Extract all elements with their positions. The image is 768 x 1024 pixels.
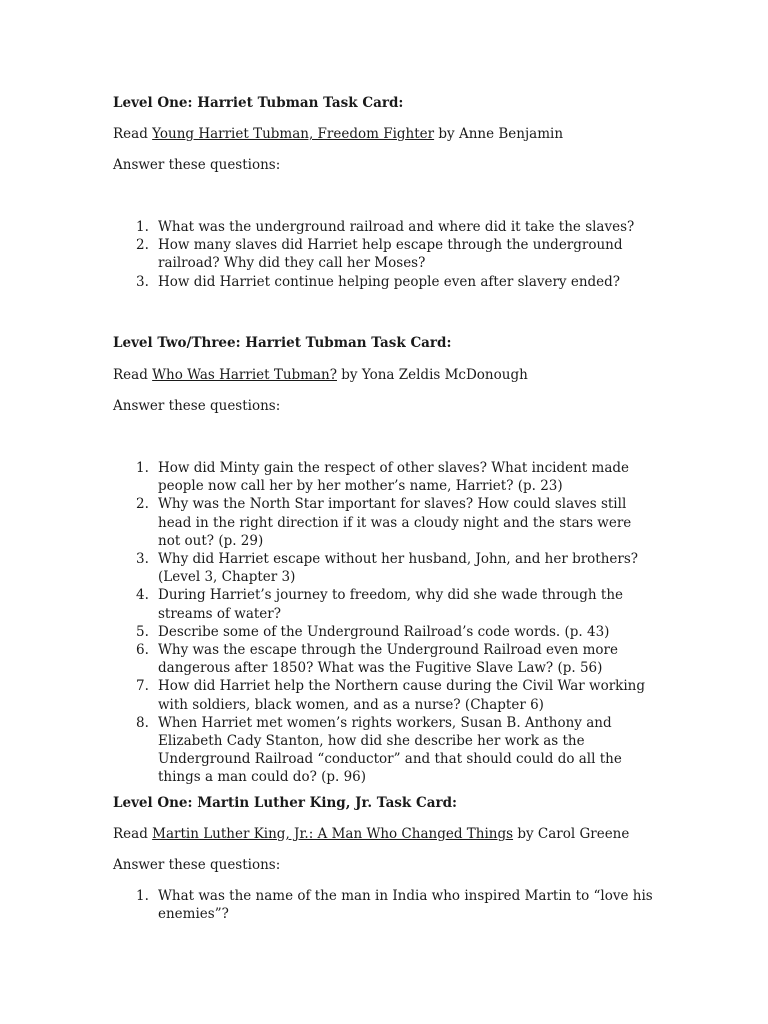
list-item [113,495,653,550]
task-card-mlk-level-one [113,794,673,923]
list-item [113,641,653,677]
reading-assignment [113,366,528,384]
list-item [113,273,653,291]
list-item [113,887,653,923]
book-author: by Yona Zeldis McDonough [336,367,528,383]
question-text: Why was the escape through the Underground Railroad even more dangerous after 1850? What was the Fugitive Slave Law? (p. 56) [158,642,618,677]
answer-prompt: Answer these questions: [113,157,281,173]
list-item [113,586,653,622]
question-text: When Harriet met women’s rights workers, Susan B. Anthony and Elizabeth Cady Stanton, how did she describe her work as the Underground Railroad “conductor” and that should could do all the things a man could do? (p. 96) [158,714,622,786]
question-number: 5. [136,623,149,640]
list-item [113,550,653,586]
question-number: 6. [136,642,149,659]
book-title: Who Was Harriet Tubman? [152,367,337,383]
list-item [113,623,653,641]
answer-prompt: Answer these questions: [113,398,281,414]
question-list [113,218,653,291]
question-text: How did Minty gain the respect of other slaves? What incident made people now call her by her mother’s name, Harriet? (p. 23) [158,460,630,495]
book-title: Young Harriet Tubman, Freedom Fighter [152,126,435,142]
book-title: Martin Luther King, Jr.: A Man Who Changed Things [152,826,514,842]
card-title: Level One: Martin Luther King, Jr. Task Card: [113,795,457,811]
question-number: 3. [136,551,149,568]
book-author: by Anne Benjamin [434,126,564,142]
list-item [113,677,653,713]
card-title: Level One: Harriet Tubman Task Card: [113,95,404,111]
question-number: 8. [136,714,149,731]
question-number: 2. [136,237,149,254]
question-text: How did Harriet continue helping people even after slavery ended? [158,273,621,290]
question-number: 2. [136,496,149,513]
question-text: Why did Harriet escape without her husband, John, and her brothers? (Level 3, Chapter 3) [158,551,639,586]
question-text: Describe some of the Underground Railroad’s code words. (p. 43) [158,623,610,640]
list-item [113,714,653,787]
reading-assignment [113,125,563,143]
question-text: How many slaves did Harriet help escape through the underground railroad? Why did they call her Moses? [158,237,623,272]
list-item [113,459,653,495]
question-number: 3. [136,273,149,290]
answer-prompt: Answer these questions: [113,857,281,873]
question-number: 1. [136,888,149,904]
question-number: 7. [136,678,149,695]
list-item [113,236,653,272]
question-number: 1. [136,219,149,235]
question-number: 4. [136,587,149,604]
question-text: What was the underground railroad and where did it take the slaves? [158,219,635,235]
task-card-harriet-level-one [113,94,673,290]
reading-assignment [113,825,629,843]
read-prefix: Read [113,126,153,142]
question-number: 1. [136,460,149,476]
question-text: How did Harriet help the Northern cause during the Civil War working with soldiers, black women, and as a nurse? (Chapter 6) [158,678,645,713]
question-list [113,459,653,787]
question-text: Why was the North Star important for slaves? How could slaves still head in the right direction if it was a cloudy night and the stars were not out? (p. 29) [158,496,632,549]
card-title: Level Two/Three: Harriet Tubman Task Card: [113,335,452,351]
task-card-harriet-level-two-three [113,334,673,786]
read-prefix: Read [113,826,153,842]
book-author: by Carol Greene [513,826,630,842]
question-text: During Harriet’s journey to freedom, why did she wade through the streams of water? [158,587,623,622]
read-prefix: Read [113,367,153,383]
question-text: What was the name of the man in India who inspired Martin to “love his enemies”? [158,888,653,923]
question-list [113,887,653,923]
list-item [113,218,653,236]
